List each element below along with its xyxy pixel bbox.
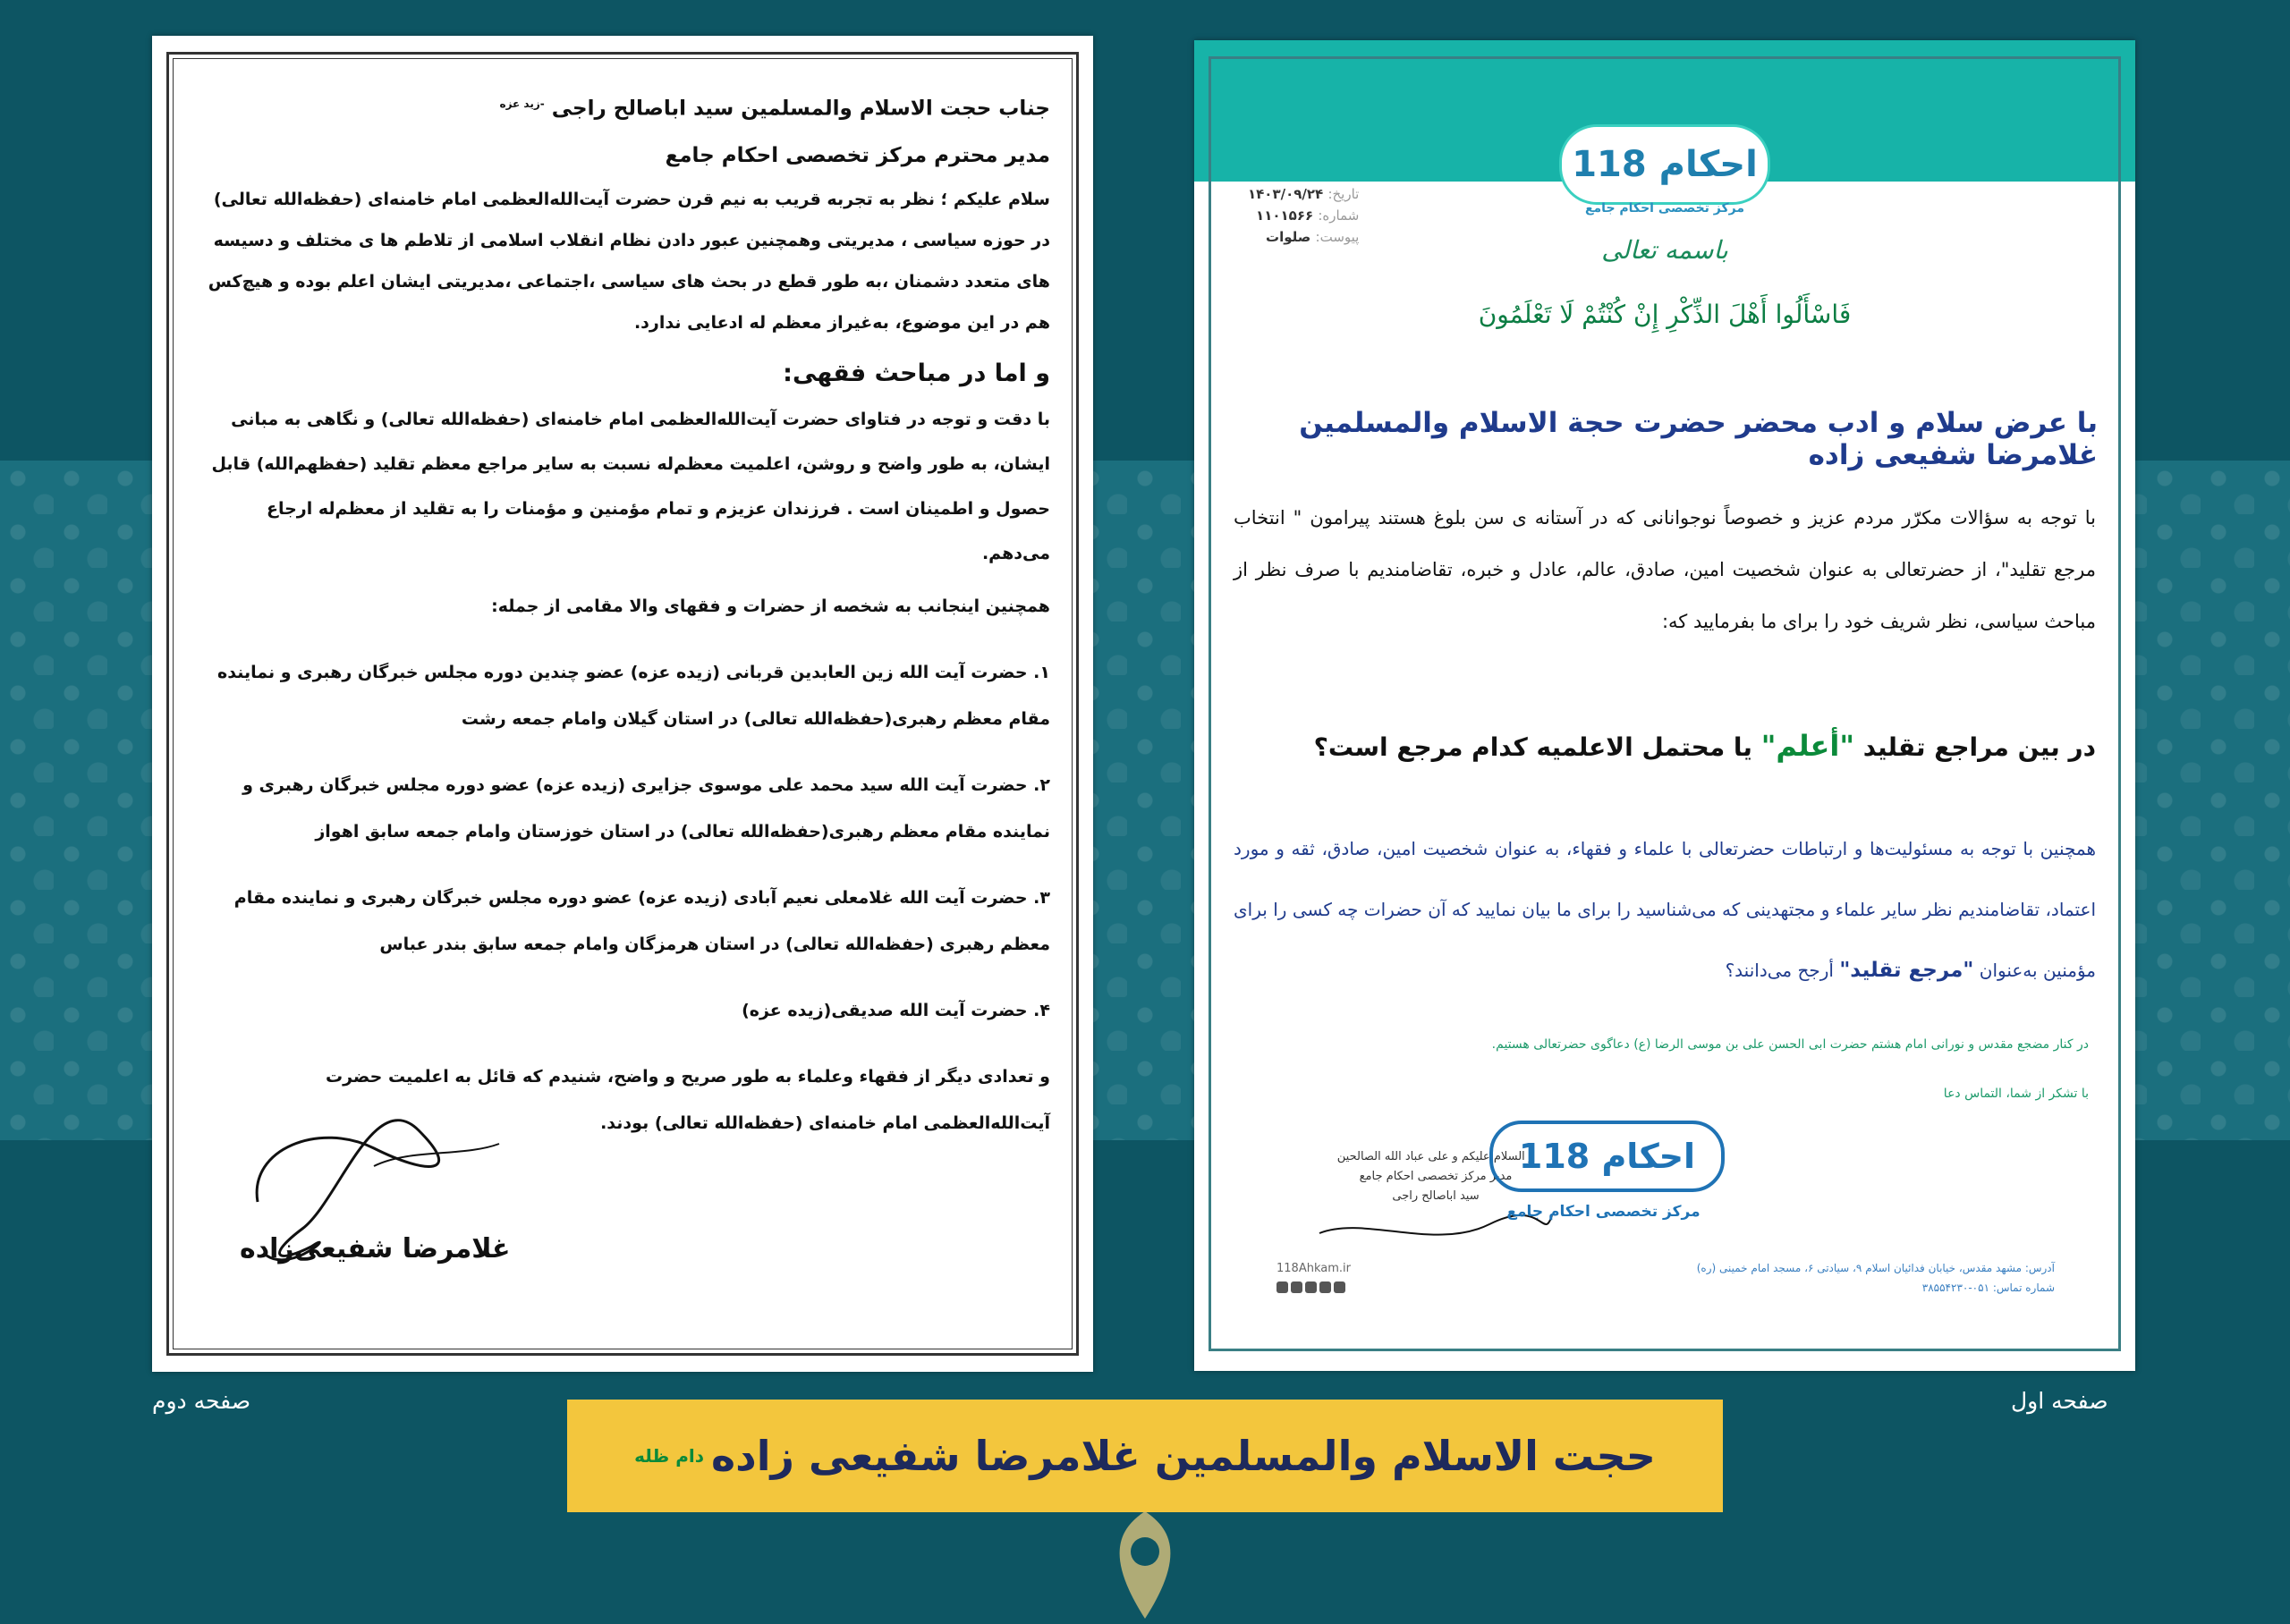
request-paragraph: با توجه به سؤالات مکرّر مردم عزیز و خصوصاً نوجوانانی که در آستانه ی سن بلوغ هستند پیرامون " انتخاب مرجع تقلید"، از حضرتعالی به عنوان شخصیت امین، صادق، عالم، عادل و خبره، تقاضامندیم با صرف نظر از مباحث سیاسی، نظر شریف خود را برای ما بفرمایید که: <box>1234 507 2096 632</box>
thanks-line: با تشکر از شما، التماس دعا <box>1943 1087 2089 1101</box>
signature-block <box>195 1095 571 1273</box>
website-link[interactable]: 118Ahkam.ir <box>1276 1262 1351 1275</box>
scholars-intro: همچنین اینجانب به شخصه از حضرات و فقهای والا مقامی از جمله: <box>491 596 1050 616</box>
addressee-line: جناب حجت الاسلام والمسلمین سید اباصالح راجی $^{-زید عزه}$ <box>499 97 1050 121</box>
social-icons <box>1276 1281 1345 1293</box>
paragraph-politics: سلام علیکم ؛ نظر به تجربه قریب به نیم قرن حضرت آیت‌الله‌العظمی امام خامنه‌ای (حفظه‌الله تعالی) در حوزه سیاسی ، مدیریتی وهمچنین عبور دادن نظام انقلاب اسلامی از تلاطم ها ی مختلف و دسیسه های متعدد دشمنان ،به طور قطع در بحث های سیاسی ،اجتماعی ،مدیریتی ایشان اعلم بوده و هیچ‌کس هم در این موضوع، به‌غیراز معظم له ادعایی ندارد. <box>208 189 1050 333</box>
social-icon[interactable] <box>1319 1281 1331 1293</box>
ahkam-logo: 118 احکام <box>1559 124 1770 205</box>
logo-subtitle: مرکز تخصصی احکام جامع <box>1584 201 1745 216</box>
signature-name: غلامرضا شفیعی‌زاده <box>240 1233 511 1265</box>
page-one-label: صفحه اول <box>2011 1388 2108 1414</box>
social-icon[interactable] <box>1276 1281 1288 1293</box>
title-banner <box>567 1400 1723 1512</box>
banner-honorific: دام ظله <box>634 1445 705 1467</box>
keyword-marja: "مرجع تقلید" <box>1839 959 1974 982</box>
page-two-label: صفحه دوم <box>152 1388 251 1414</box>
scholar-item: ۳. حضرت آیت الله غلامعلی نعیم آبادی (زیده عزه) عضو دوره مجلس خبرگان رهبری و نماینده مقام معظم رهبری (حفظه‌الله تعالی) در استان هرمزگان وامام جمعه سابق بندر عباس <box>233 887 1050 954</box>
main-question: در بین مراجع تقلید "أعلم" یا محتمل الاعلمیه کدام مرجع است؟ <box>1313 729 2096 763</box>
addressee-title: مدیر محترم مرکز تخصصی احکام جامع <box>665 143 1050 167</box>
paragraph-fiqh: با دقت و توجه در فتاوای حضرت آیت‌الله‌العظمی امام خامنه‌ای (حفظه‌الله تعالی) و نگاهی به مبانی ایشان، به طور واضح و روشن، اعلمیت معظم‌له نسبت به سایر مراجع معظم تقلید (حفظهم‌الله) قابل حصول و اطمینان است . فرزندان عزیزم و تمام مؤمنین و مؤمنات را به تقلید از معظم‌له ارجاع می‌دهم. <box>211 409 1050 563</box>
letter-page-one <box>1194 40 2135 1371</box>
scholar-item: ۲. حضرت آیت الله سید محمد علی موسوی جزایری (زیده عزه) عضو دوره مجلس خبرگان رهبری و نماینده مقام معظم رهبری(حفظه‌الله تعالی) در استان خوزستان وامام جمعه سابق اهواز <box>242 774 1050 842</box>
letter-number: ۱۱۰۱۵۶۶ <box>1256 207 1314 224</box>
closing-paragraph: و تعدادی دیگر از فقهاء وعلماء به طور صریح و واضح، شنیدم که قائل به اعلمیت حضرت آیت‌الله‌العظمی امام خامنه‌ای (حفظه‌الله تعالی) بودند. <box>326 1066 1050 1133</box>
secondary-request: همچنین با توجه به مسئولیت‌ها و ارتباطات حضرتعالی با علماء و فقهاء، به عنوان شخصیت امین، صادق، ثقه و مورد اعتماد، تقاضامندیم نظر سایر علماء و مجتهدینی که می‌شناسید را برای ما بیان نمایید که آن حضرات چه کسی را برای مؤمنین به‌عنوان "مرجع تقلید" أرجح می‌دانند؟ <box>1234 838 2096 982</box>
closing-block: و السلام علیکم و علی عباد الله الصالحین مدیر مرکز تخصصی احکام جامع سید اباصالح راجی <box>1302 1147 1570 1267</box>
keyword-aalam: "أعلم" <box>1760 729 1855 763</box>
social-icon[interactable] <box>1305 1281 1317 1293</box>
scholar-item: ۱. حضرت آیت الله زین العابدین قربانی (زیده عزه) عضو چندین دوره مجلس خبرگان رهبری و نماینده مقام معظم رهبری(حفظه‌الله تعالی) در استان گیلان وامام جمعه رشت <box>217 662 1050 729</box>
letter-metadata: تاریخ: ۱۴۰۳/۰۹/۲۴ شماره: ۱۱۰۱۵۶۶ پیوست: صلوات <box>1248 186 1360 245</box>
address-block: آدرس: مشهد مقدس، خیابان فدائیان اسلام ۹، سیادتی ۶، مسجد امام خمینی (ره) شماره تماس: ۰۵۱-۳۸۵۵۴۲۳۰ <box>1696 1262 2055 1294</box>
official-stamp: 118 احکام <box>1489 1121 1725 1192</box>
greeting-line: با عرض سلام و ادب محضر حضرت حجة الاسلام والمسلمین غلامرضا شفیعی زاده <box>1299 407 2098 471</box>
quran-verse: فَاسْأَلُوا أَهْلَ الذِّكْرِ إِنْ كُنْتُمْ لَا تَعْلَمُونَ <box>1478 300 1852 329</box>
letter-body <box>195 80 1050 1146</box>
stamp-subtitle: مرکز تخصصی احکام جامع <box>1506 1203 1701 1221</box>
prayer-line: در کنار مضجع مقدس و نورانی امام هشتم حضرت ابی الحسن علی بن موسی الرضا (ع) دعاگوی حضرتعالی هستیم. <box>1491 1037 2089 1052</box>
section-heading: و اما در مباحث فقهی: <box>783 359 1050 387</box>
bismillah: باسمه تعالی <box>1601 235 1728 265</box>
social-icon[interactable] <box>1334 1281 1345 1293</box>
letter-date: ۱۴۰۳/۰۹/۲۴ <box>1248 186 1324 202</box>
letter-attachment: صلوات <box>1266 229 1311 245</box>
ornament-icon <box>1100 1511 1190 1619</box>
banner-title: حجت الاسلام والمسلمین غلامرضا شفیعی زاده <box>711 1432 1656 1480</box>
letter-page-two <box>152 36 1093 1372</box>
scholar-item: ۴. حضرت آیت الله صدیقی(زیده عزه) <box>742 1000 1050 1020</box>
social-icon[interactable] <box>1291 1281 1302 1293</box>
